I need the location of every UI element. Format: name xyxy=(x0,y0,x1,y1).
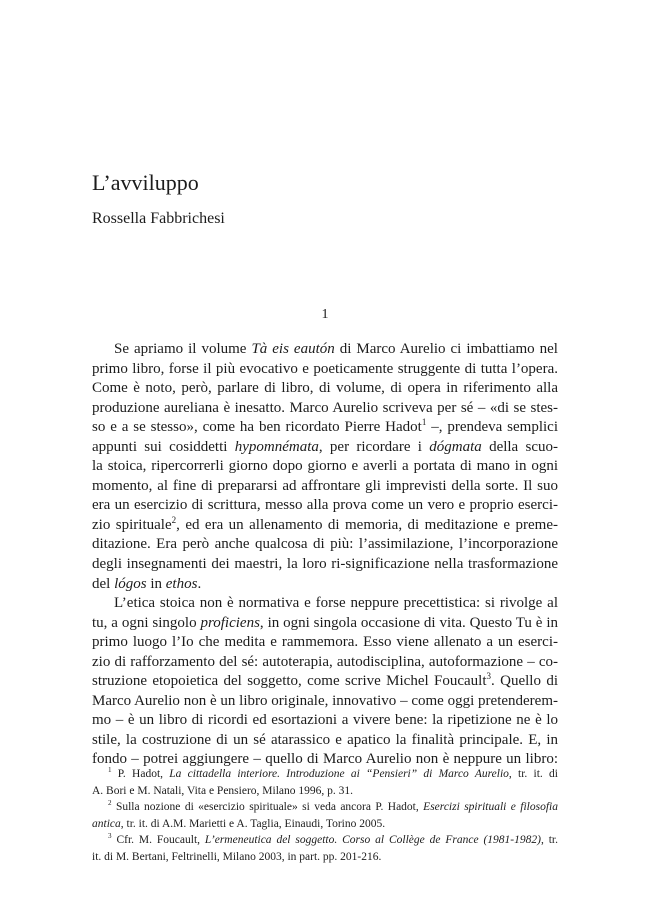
text-run: mo – è un libro di ricordi ed esortazioni a vivere bene: la ripetizione ne è lo xyxy=(92,712,558,729)
body-line xyxy=(92,516,558,536)
body-line xyxy=(92,614,558,634)
text-run: stile, la costruzione di un sé atarassico e apatico la finalità principale. E, in xyxy=(92,731,558,748)
body-line xyxy=(92,711,558,731)
chapter-title: L’avviluppo xyxy=(92,170,199,195)
section-number: 1 xyxy=(321,307,329,322)
text-run: del xyxy=(92,575,115,592)
body-line xyxy=(92,457,558,477)
footnote-line xyxy=(92,832,558,849)
text-run: zio spirituale xyxy=(92,516,172,533)
footnote-line xyxy=(92,849,558,866)
text-run: it. di M. Bertani, Feltrinelli, Milano 2003, in part. pp. 201-216. xyxy=(92,850,382,863)
text-run: Cfr. M. Foucault, xyxy=(111,834,205,846)
italic-text: ethos xyxy=(165,575,198,592)
body-line xyxy=(92,477,558,497)
body-line xyxy=(92,672,558,692)
body-line xyxy=(92,633,558,653)
text-run: produzione aureliana è inesatto. Marco Aurelio scriveva per sé – «di se stes- xyxy=(92,399,558,416)
text-run: tu, a ogni singolo xyxy=(92,614,201,631)
text-run: , tr. xyxy=(540,834,558,846)
text-run: momento, al fine di prepararsi ad affrontare gli imprevisti della sorte. Il suo xyxy=(92,477,558,494)
text-run: , tr. it. di A.M. Marietti e A. Taglia, Einaudi, Torino 2005. xyxy=(120,817,386,830)
body-line xyxy=(92,731,558,751)
italic-text: La cittadella interiore. Introduzione ai “Pensieri” di Marco Aurelio xyxy=(169,768,509,780)
italic-text: hypomnémata xyxy=(234,438,319,455)
text-run: zio di rafforzamento del sé: autoterapia, autodisciplina, autoformazione – co- xyxy=(92,653,558,670)
text-run: fondo – potrei aggiungere – quello di Marco Aurelio non è neppure un libro: xyxy=(92,751,558,768)
text-run: della scuo- xyxy=(481,438,558,455)
italic-text: Esercizi spirituali e filosofia xyxy=(423,801,558,813)
text-run: ditazione. Era però anche qualcosa di più: l’assimilazione, l’incorporazione xyxy=(92,536,558,553)
text-run: , in ogni singola occasione di vita. Questo Tu è in xyxy=(259,614,558,631)
text-run: in xyxy=(146,575,166,592)
text-run: era un esercizio di scrittura, messo alla prova come un vero e proprio eserci- xyxy=(92,497,558,514)
body-line xyxy=(92,692,558,712)
body-line xyxy=(92,340,558,360)
text-run: . xyxy=(197,575,202,592)
text-run: P. Hadot, xyxy=(111,768,170,780)
text-run: primo libro, forse il più evocativo e poeticamente struggente di tutta l’opera. xyxy=(92,360,558,377)
text-run: L’etica stoica non è normativa e forse neppure precettistica: si rivolge al xyxy=(114,595,558,612)
footnotes xyxy=(92,766,558,865)
text-run: appunti sui cosiddetti xyxy=(92,438,235,455)
body-line xyxy=(92,594,558,614)
text-run: , tr. it. di xyxy=(508,768,558,780)
body-line xyxy=(92,496,558,516)
footnote-marker: 3 xyxy=(486,672,492,682)
footnote-line xyxy=(92,783,558,800)
text-run: Sulla nozione di «esercizio spirituale» si veda ancora P. Hadot, xyxy=(111,801,424,813)
text-run: , ed era un allenamento di memoria, di meditazione e preme- xyxy=(176,516,558,533)
text-run: Se apriamo il volume xyxy=(114,341,252,357)
footnote-marker: 2 xyxy=(171,515,177,525)
footnote-line xyxy=(92,766,558,783)
text-run: so e a se stesso», come ha ben ricordato Pierre Hadot xyxy=(92,419,422,436)
body-line xyxy=(92,653,558,673)
text-run: degli insegnamenti dei maestri, la loro ri-significazione nella trasformazione xyxy=(92,556,558,573)
footnote-marker: 2 xyxy=(108,799,112,808)
italic-text: proficiens xyxy=(200,614,260,631)
italic-text: L’ermeneutica del soggetto. Corso al Collège de France (1981-1982) xyxy=(204,834,541,846)
italic-text: Tà eis eautón xyxy=(251,341,335,357)
text-run: di Marco Aurelio ci imbattiamo nel xyxy=(334,341,558,357)
footnote-marker: 3 xyxy=(108,832,112,841)
text-run: A. Bori e M. Natali, Vita e Pensiero, Milano 1996, p. 31. xyxy=(92,784,354,797)
body-line xyxy=(92,399,558,419)
chapter-author: Rossella Fabbrichesi xyxy=(92,210,225,227)
italic-text: dógmata xyxy=(429,438,482,455)
body-line xyxy=(92,535,558,555)
body-line xyxy=(92,418,558,438)
body-line xyxy=(92,360,558,380)
body-line xyxy=(92,575,558,595)
body-line xyxy=(92,555,558,575)
text-run: Come è noto, però, parlare di libro, di volume, di opera in riferimento alla xyxy=(92,380,558,397)
text-run: la stoica, ripercorrerli giorno dopo giorno e averli a portata di mano in ogni xyxy=(92,458,558,475)
text-run: primo luogo l’Io che medita e rammemora. Esso viene allenato a un eserci- xyxy=(92,634,558,651)
italic-text: lógos xyxy=(114,575,147,592)
text-run: struzione etopoietica del soggetto, come scrive Michel Foucault xyxy=(92,673,487,690)
footnote-line xyxy=(92,799,558,816)
text-run: . Quello di xyxy=(491,673,558,690)
footnote-line xyxy=(92,816,558,833)
body-text xyxy=(92,340,558,770)
text-run: Marco Aurelio non è un libro originale, innovativo – come oggi pretenderem- xyxy=(92,692,558,709)
body-line xyxy=(92,379,558,399)
italic-text: antica xyxy=(92,817,121,830)
footnote-marker: 1 xyxy=(108,766,112,775)
footnote-marker: 1 xyxy=(421,418,427,428)
text-run: , per ricordare i xyxy=(318,438,430,455)
text-run: –, prendeva semplici xyxy=(426,419,558,436)
body-line xyxy=(92,438,558,458)
